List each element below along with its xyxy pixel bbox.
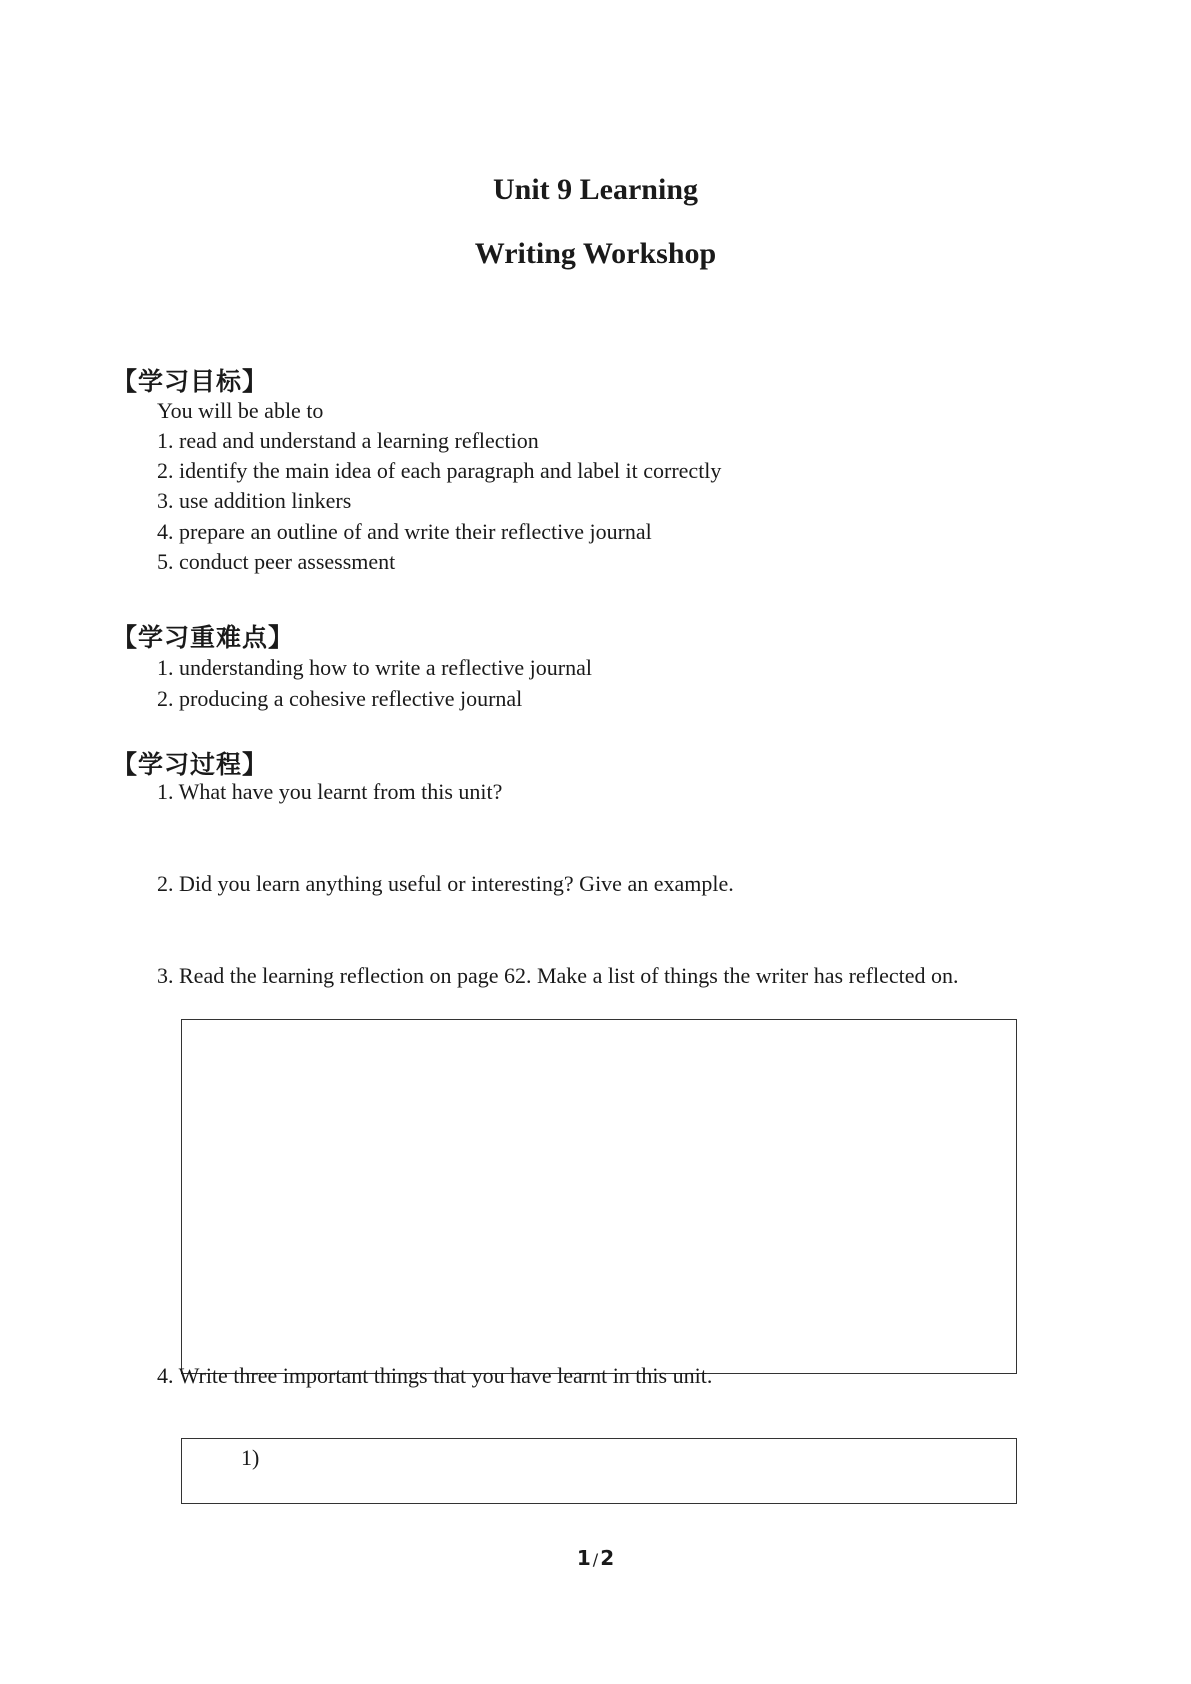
section-heading-process: 【学习过程】 (112, 750, 269, 779)
document-subtitle: Writing Workshop (474, 237, 717, 270)
objective-item: 4. prepare an outline of and write their reflective journal (157, 519, 652, 544)
page-number (0, 1545, 1191, 1573)
process-question: 2. Did you learn anything useful or interesting? Give an example. (157, 871, 734, 896)
process-question: 3. Read the learning reflection on page 62. Make a list of things the writer has reflected on. (157, 963, 959, 988)
key-point-item: 2. producing a cohesive reflective journal (157, 686, 523, 711)
objective-item: 2. identify the main idea of each paragraph and label it correctly (157, 458, 722, 483)
document-title: Unit 9 Learning (492, 173, 699, 206)
answer-box-reflection-list[interactable] (181, 1019, 1017, 1374)
page-number-total: 2 (600, 1546, 615, 1570)
process-question: 4. Write three important things that you have learnt in this unit. (157, 1363, 713, 1388)
objective-item: 5. conduct peer assessment (157, 549, 396, 574)
objective-item: 1. read and understand a learning reflection (157, 428, 539, 453)
process-question: 1. What have you learnt from this unit? (157, 779, 503, 804)
objective-item: 3. use addition linkers (157, 488, 352, 513)
page-number-separator: / (592, 1550, 599, 1569)
key-point-item: 1. understanding how to write a reflective journal (157, 655, 592, 680)
section-heading-key-points: 【学习重难点】 (112, 623, 295, 652)
objectives-intro: You will be able to (157, 398, 324, 423)
answer-box-important-things[interactable] (181, 1438, 1017, 1504)
page-number-current: 1 (576, 1546, 591, 1570)
section-heading-objectives: 【学习目标】 (112, 367, 269, 396)
answer-item-number: 1) (241, 1445, 260, 1470)
